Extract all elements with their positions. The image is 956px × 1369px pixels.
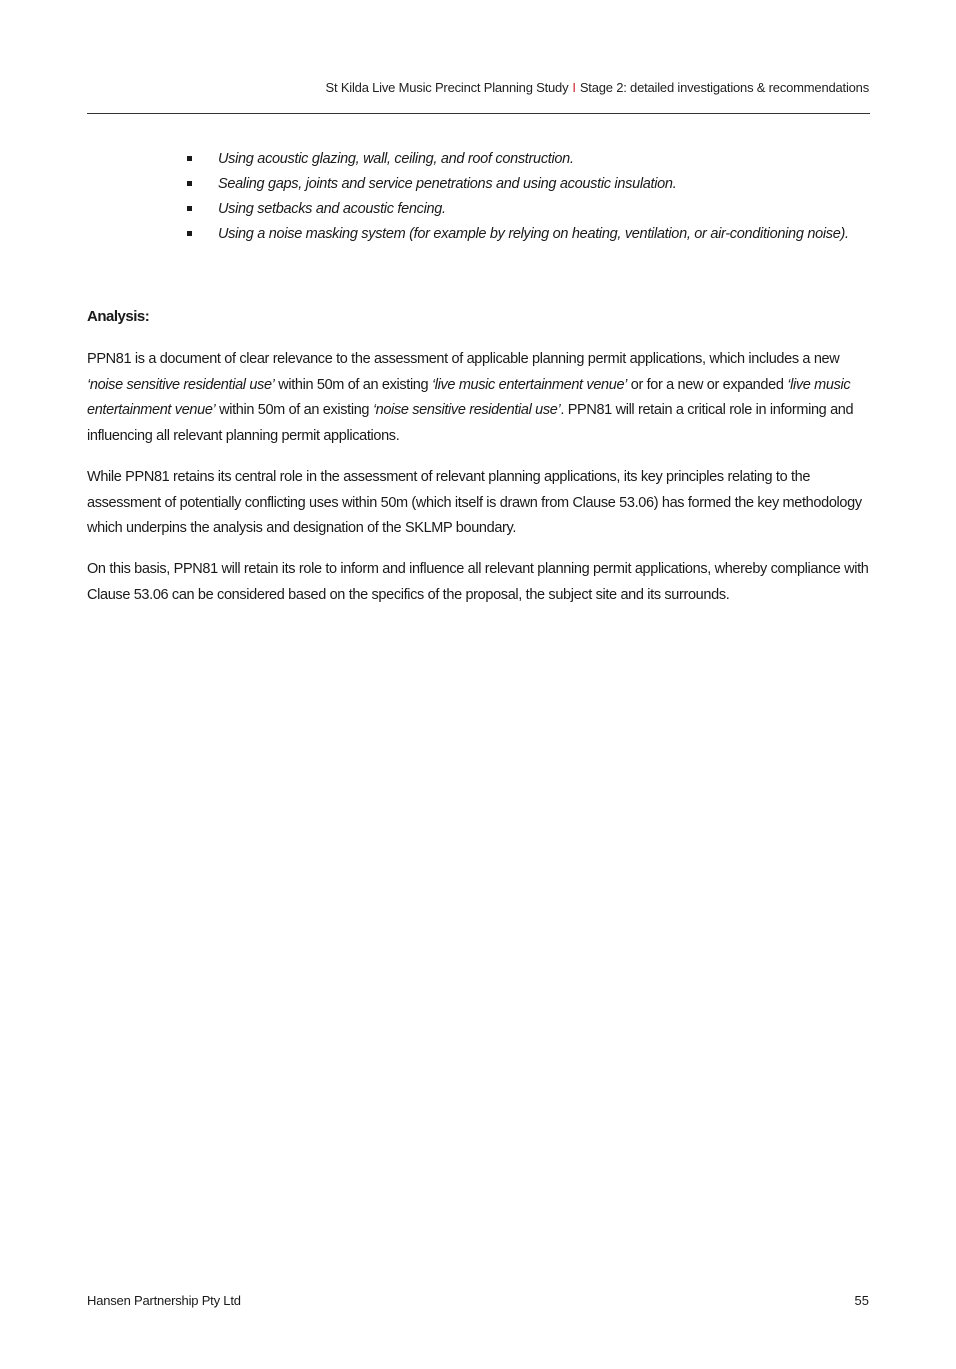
header-divider	[87, 113, 870, 114]
footer-company: Hansen Partnership Pty Ltd	[87, 1293, 241, 1308]
square-bullet-icon	[187, 181, 192, 186]
square-bullet-icon	[187, 156, 192, 161]
running-header	[326, 80, 869, 95]
measures-list	[187, 147, 849, 247]
list-item: Using acoustic glazing, wall, ceiling, and roof construction.	[187, 147, 849, 172]
list-item: Using setbacks and acoustic fencing.	[187, 197, 849, 222]
page-number: 55	[854, 1293, 869, 1308]
analysis-paragraph-1: PPN81 is a document of clear relevance to the assessment of applicable planning permit applications, which includes a new ‘noise sensitive residential use’ within 50m of an existing ‘live music entertainment venue’ or for a new or expanded ‘live music entertainment venue’ within 50m of an existing ‘noise sensitive residential use’. PPN81 will retain a critical role in informing and influencing all relevant planning permit applications.	[87, 351, 854, 444]
stage-title: Stage 2: detailed investigations & recommendations	[579, 80, 869, 95]
square-bullet-icon	[187, 231, 192, 236]
header-separator: I	[572, 80, 576, 95]
list-item: Using a noise masking system (for example by relying on heating, ventilation, or air-conditioning noise).	[187, 222, 849, 247]
analysis-paragraph-3: On this basis, PPN81 will retain its role to inform and influence all relevant planning permit applications, whereby compliance with Clause 53.06 can be considered based on the specifics of the proposal, the subject site and its surrounds.	[87, 561, 869, 603]
list-item: Sealing gaps, joints and service penetrations and using acoustic insulation.	[187, 172, 849, 197]
section-heading: Analysis:	[87, 308, 150, 325]
square-bullet-icon	[187, 206, 192, 211]
analysis-paragraph-2: While PPN81 retains its central role in the assessment of relevant planning applications, its key principles relating to the assessment of potentially conflicting uses within 50m (which itself is drawn from Clause 53.06) has formed the key methodology which underpins the analysis and designation of the SKLMP boundary.	[87, 469, 862, 536]
document-title: St Kilda Live Music Precinct Planning Study	[325, 80, 569, 95]
